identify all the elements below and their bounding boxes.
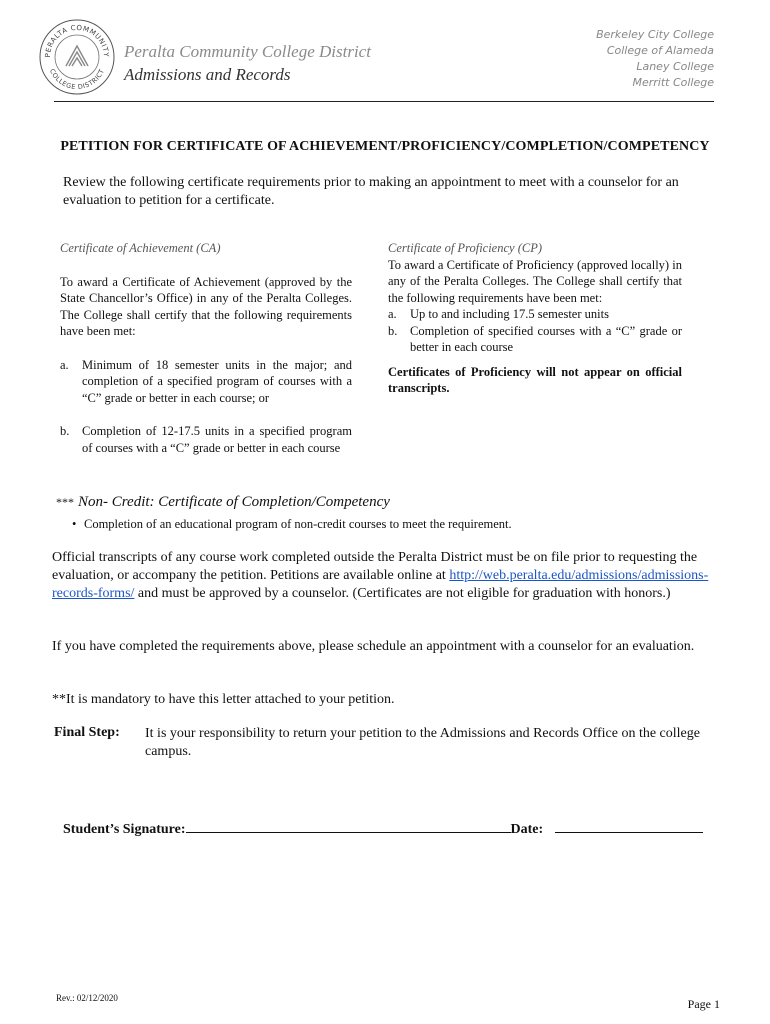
svg-text:COLLEGE DISTRICT: COLLEGE DISTRICT: [47, 67, 107, 92]
schedule-paragraph: If you have completed the requirements above, please schedule an appointment with a counselor for an evaluation.: [52, 639, 695, 654]
final-step-text: It is your responsibility to return your petition to the Admissions and Records Office on the college campus.: [145, 726, 700, 759]
ca-requirement-a: [60, 357, 352, 407]
list-text: Completion of 12-17.5 units in a specified program of courses with a “C” grade or better in each course: [82, 424, 352, 455]
college-item: College of Alameda: [606, 44, 714, 57]
transcripts-text-end: and must be approved by a counselor. (Certificates are not eligible for graduation with honors.): [134, 586, 671, 601]
svg-text:PERALTA COMMUNITY: PERALTA COMMUNITY: [43, 23, 111, 58]
page-number: Page 1: [687, 997, 720, 1011]
signature-line[interactable]: [186, 818, 511, 833]
date-line[interactable]: [555, 818, 703, 833]
list-marker: b.: [60, 424, 70, 438]
intro-paragraph: Review the following certificate requirements prior to making an appointment to meet with a counselor for an evaluation to petition for a certificate.: [63, 175, 679, 208]
cp-caption: Certificate of Proficiency (CP): [388, 241, 543, 255]
list-marker: a.: [388, 307, 397, 321]
date-label: Date:: [510, 822, 544, 837]
signature-row: [63, 818, 703, 838]
stars-marker: ***: [56, 495, 74, 509]
list-marker: b.: [388, 323, 398, 338]
cp-section: [388, 240, 682, 397]
ca-requirement-b: [60, 423, 352, 456]
revision-date: Rev.: 02/12/2020: [56, 993, 118, 1003]
list-text: Up to and including 17.5 semester units: [410, 307, 609, 321]
district-seal-logo: [38, 18, 116, 96]
list-marker: a.: [60, 357, 69, 372]
college-item: Laney College: [636, 60, 714, 73]
bullet-text: Completion of an educational program of non-credit courses to meet the requirement.: [84, 517, 512, 531]
ca-section: [60, 240, 352, 456]
transcripts-paragraph: [52, 549, 720, 603]
bullet-icon: •: [72, 517, 77, 531]
ca-body: To award a Certificate of Achievement (approved by the State Chancellor’s Office) in any of the Peralta Colleges. The College shall certify that the following requirements have been met:: [60, 274, 352, 338]
district-name: Peralta Community College District: [124, 42, 371, 61]
header-divider: [54, 101, 714, 102]
list-text: Minimum of 18 semester units in the major; and completion of a specified program of courses with a “C” grade or better in each course; or: [82, 357, 352, 405]
page-title: PETITION FOR CERTIFICATE OF ACHIEVEMENT/PROFICIENCY/COMPLETION/COMPETENCY: [60, 139, 710, 154]
signature-label: Student’s Signature:: [63, 822, 186, 837]
mandatory-note: **It is mandatory to have this letter attached to your petition.: [52, 692, 395, 707]
college-item: Merritt College: [632, 76, 714, 89]
cp-requirement-b: [388, 323, 682, 356]
transcripts-text: Official transcripts of any course work completed outside the Peralta District must be on file prior to requesting the evaluation, or accompany the petition. Petitions are available online at: [52, 550, 698, 583]
department-name: Admissions and Records: [124, 65, 291, 84]
cp-requirement-a: [388, 306, 682, 323]
forms-link[interactable]: http://web.peralta.edu/admissions/admissions-records-forms/: [52, 568, 709, 601]
list-text: Completion of specified courses with a “C” grade or better in each course: [410, 323, 682, 354]
noncredit-title: Non- Credit: Certificate of Completion/Competency: [78, 494, 390, 510]
college-list: [596, 27, 714, 91]
ca-caption: Certificate of Achievement (CA): [60, 241, 221, 255]
college-item: Berkeley City College: [596, 28, 714, 41]
noncredit-heading: [56, 494, 390, 511]
cp-body: To award a Certificate of Proficiency (approved locally) in any of the Peralta Colleges. The College shall certify that the following requirements have been met:: [388, 257, 682, 305]
cp-transcript-note: Certificates of Proficiency will not appear on official transcripts.: [388, 364, 682, 395]
final-step-label: Final Step:: [54, 725, 120, 740]
noncredit-bullet: [72, 516, 512, 532]
